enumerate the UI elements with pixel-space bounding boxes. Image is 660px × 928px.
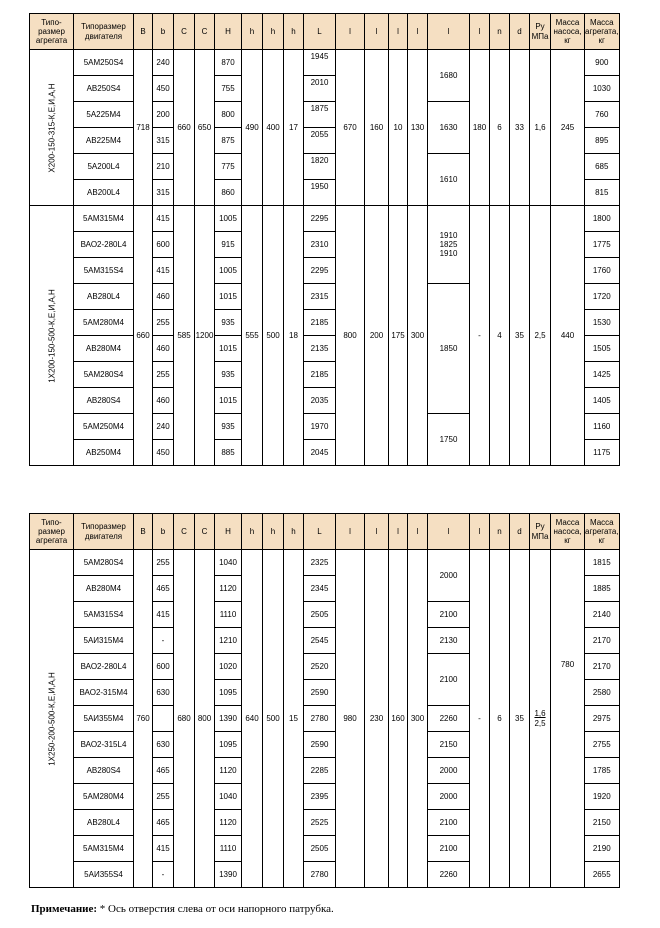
value-unit-mass: 1720 [585, 284, 620, 310]
value-b: 315 [153, 128, 174, 154]
value-L: 2295 [304, 206, 336, 232]
value-H: 1040 [215, 550, 242, 576]
value-l5 [428, 862, 470, 888]
value-unit-mass: 2755 [585, 732, 620, 758]
header-H: H [215, 14, 242, 50]
value-unit-mass: 2190 [585, 836, 620, 862]
value-L: 2590 [304, 680, 336, 706]
table-row [30, 550, 620, 576]
value-h2: 400 [263, 50, 284, 206]
value-l2: 160 [365, 50, 389, 206]
value-l5-line: 1850 [439, 343, 458, 353]
value-l5-line: 2100 [439, 817, 458, 827]
value-b: 600 [153, 654, 174, 680]
value-b: 315 [153, 180, 174, 206]
value-unit-mass: 2975 [585, 706, 620, 732]
value-H: 885 [215, 440, 242, 466]
value-l2: 230 [365, 550, 389, 888]
value-pump-mass: 440 [551, 206, 585, 466]
value-H: 755 [215, 76, 242, 102]
value-l5-line: 2000 [439, 570, 458, 580]
value-l5-line: 1610 [439, 174, 458, 184]
value-l5 [428, 628, 470, 654]
value-b: 460 [153, 388, 174, 414]
value-l2: 200 [365, 206, 389, 466]
value-b: 450 [153, 76, 174, 102]
value-l1: 980 [336, 550, 365, 888]
motor-type: 5АМ280М4 [74, 784, 134, 810]
motor-type: 5А225М4 [74, 102, 134, 128]
value-b: 630 [153, 732, 174, 758]
value-l5 [428, 284, 470, 414]
value-L: 2505 [304, 602, 336, 628]
value-l5 [428, 810, 470, 836]
header-l6: l [470, 14, 490, 50]
value-unit-mass: 1885 [585, 576, 620, 602]
header-l3: l [389, 514, 408, 550]
value-L: 2185 [304, 362, 336, 388]
value-L: 2045 [304, 440, 336, 466]
value-Py: 2,5 [530, 206, 551, 466]
value-l5-line: 1630 [439, 122, 458, 132]
header-h3: h [284, 514, 304, 550]
footnote-text: * Ось отверстия слева от оси напорного патрубка. [97, 903, 334, 915]
motor-type: АВ280S4 [74, 758, 134, 784]
value-l3: 160 [389, 550, 408, 888]
header-b: b [153, 14, 174, 50]
motor-type: АВ280М4 [74, 576, 134, 602]
value-L: 2780 [304, 862, 336, 888]
value-l5-line: 2260 [439, 713, 458, 723]
motor-type: ВАО2-280L4 [74, 232, 134, 258]
value-d: 35 [510, 206, 530, 466]
motor-type: 5АМ280S4 [74, 362, 134, 388]
header-l4: l [408, 514, 428, 550]
value-d: 33 [510, 50, 530, 206]
header-d: d [510, 514, 530, 550]
header-h2: h [263, 514, 284, 550]
value-B: 760 [134, 550, 153, 888]
value-L: 2135 [304, 336, 336, 362]
value-C2: 650 [195, 50, 215, 206]
header-l3: l [389, 14, 408, 50]
value-unit-mass: 900 [585, 50, 620, 76]
header-C1: C [174, 514, 195, 550]
header-unit-mass: Масса агрегата, кг [585, 514, 620, 550]
value-l5 [428, 602, 470, 628]
value-h3: 18 [284, 206, 304, 466]
value-unit-mass: 2140 [585, 602, 620, 628]
value-b: 465 [153, 576, 174, 602]
value-h2: 500 [263, 206, 284, 466]
value-l1: 670 [336, 50, 365, 206]
value-Py-bottom: 2,5 [534, 718, 546, 728]
motor-type: АВ280L4 [74, 810, 134, 836]
footnote [31, 903, 334, 915]
value-l6: - [470, 550, 490, 888]
value-l5-line: 2130 [439, 635, 458, 645]
value-l5-line: 2000 [439, 765, 458, 775]
header-L: L [304, 14, 336, 50]
value-n: 6 [490, 550, 510, 888]
header-Py: Ру МПа [530, 14, 551, 50]
value-l5 [428, 414, 470, 466]
value-l5-line: 2100 [439, 609, 458, 619]
spec-table-1 [29, 13, 620, 466]
value-C2: 800 [195, 550, 215, 888]
value-L: 2525 [304, 810, 336, 836]
value-L: 2780 [304, 706, 336, 732]
value-L: 1875 [304, 102, 336, 128]
value-H: 1390 [215, 862, 242, 888]
value-L: 2035 [304, 388, 336, 414]
header-C2: C [195, 514, 215, 550]
group-name-text: 1Х250-200-500-К,Е,И,А,Н [46, 671, 56, 766]
motor-type: АВ225М4 [74, 128, 134, 154]
value-unit-mass: 2150 [585, 810, 620, 836]
value-l5-line: 1750 [439, 434, 458, 444]
value-H: 1005 [215, 206, 242, 232]
value-unit-mass: 1800 [585, 206, 620, 232]
value-unit-mass: 1785 [585, 758, 620, 784]
header-l2: l [365, 14, 389, 50]
value-unit-mass: 1530 [585, 310, 620, 336]
value-L: 2520 [304, 654, 336, 680]
value-Py: 1,6 [530, 50, 551, 206]
value-H: 1015 [215, 336, 242, 362]
value-H: 1110 [215, 836, 242, 862]
group-name [30, 50, 74, 206]
value-L: 2285 [304, 758, 336, 784]
value-l5 [428, 732, 470, 758]
value-H: 1095 [215, 680, 242, 706]
value-H: 1120 [215, 576, 242, 602]
value-Py [530, 550, 551, 888]
value-b: 210 [153, 154, 174, 180]
table-row [30, 50, 620, 76]
value-L: 2185 [304, 310, 336, 336]
motor-type: 5АМ250М4 [74, 414, 134, 440]
value-L: 2315 [304, 284, 336, 310]
value-unit-mass: 1775 [585, 232, 620, 258]
value-unit-mass: 2170 [585, 628, 620, 654]
header-C2: C [195, 14, 215, 50]
value-H: 1120 [215, 810, 242, 836]
value-H: 915 [215, 232, 242, 258]
header-H: H [215, 514, 242, 550]
header-h3: h [284, 14, 304, 50]
value-unit-mass: 1175 [585, 440, 620, 466]
value-b: 415 [153, 206, 174, 232]
value-b: 200 [153, 102, 174, 128]
value-b: 415 [153, 602, 174, 628]
motor-type: АВ280L4 [74, 284, 134, 310]
value-B: 660 [134, 206, 153, 466]
value-h2: 500 [263, 550, 284, 888]
value-L: 2345 [304, 576, 336, 602]
header-l5: l [428, 514, 470, 550]
value-b: 415 [153, 836, 174, 862]
value-unit-mass: 1505 [585, 336, 620, 362]
motor-type: АВ280М4 [74, 336, 134, 362]
motor-type: 5АИ355М4 [74, 706, 134, 732]
motor-type: ВАО2-315L4 [74, 732, 134, 758]
value-l3: 10 [389, 50, 408, 206]
value-H: 1015 [215, 284, 242, 310]
footnote-label: Примечание: [31, 903, 98, 915]
header-C1: C [174, 14, 195, 50]
value-H: 1210 [215, 628, 242, 654]
value-b: 255 [153, 310, 174, 336]
value-unit-mass: 2580 [585, 680, 620, 706]
value-unit-mass: 1425 [585, 362, 620, 388]
value-l6: 180 [470, 50, 490, 206]
motor-type: 5АМ315М4 [74, 206, 134, 232]
value-H: 870 [215, 50, 242, 76]
value-b: 240 [153, 50, 174, 76]
value-l5-line: 2100 [439, 843, 458, 853]
value-b: 255 [153, 550, 174, 576]
value-unit-mass: 1030 [585, 76, 620, 102]
group-name-text: 1Х200-150-500-К,Е,И,А,Н [46, 288, 56, 383]
header-n: n [490, 14, 510, 50]
value-H: 775 [215, 154, 242, 180]
motor-type: 5АИ355S4 [74, 862, 134, 888]
header-h1: h [242, 514, 263, 550]
value-C2: 1200 [195, 206, 215, 466]
value-b: 255 [153, 784, 174, 810]
group-name [30, 206, 74, 466]
header-h1: h [242, 14, 263, 50]
header-l6: l [470, 514, 490, 550]
value-l5-line: 1910 [439, 249, 458, 259]
motor-type: 5А200L4 [74, 154, 134, 180]
value-b: 465 [153, 758, 174, 784]
value-L: 1820 [304, 154, 336, 180]
header-l5: l [428, 14, 470, 50]
value-H: 1095 [215, 732, 242, 758]
value-L: 2010 [304, 76, 336, 102]
value-L: 2545 [304, 628, 336, 654]
value-b: 630 [153, 680, 174, 706]
header-agg: Типо-размер агрегата [30, 514, 74, 550]
value-n: 6 [490, 50, 510, 206]
value-H: 1020 [215, 654, 242, 680]
value-L: 2505 [304, 836, 336, 862]
header-d: d [510, 14, 530, 50]
value-b: 255 [153, 362, 174, 388]
value-h3: 17 [284, 50, 304, 206]
header-unit-mass: Масса агрегата, кг [585, 14, 620, 50]
header-l1: l [336, 514, 365, 550]
motor-type: 5АМ280М4 [74, 310, 134, 336]
value-L: 1945 [304, 50, 336, 76]
value-l5 [428, 50, 470, 102]
value-l4: 300 [408, 550, 428, 888]
group-name [30, 550, 74, 888]
header-l2: l [365, 514, 389, 550]
motor-type: 5АМ280S4 [74, 550, 134, 576]
value-H: 1005 [215, 258, 242, 284]
value-h3: 15 [284, 550, 304, 888]
value-H: 1015 [215, 388, 242, 414]
value-H: 1390 [215, 706, 242, 732]
value-b [153, 706, 174, 732]
value-l6: - [470, 206, 490, 466]
motor-type: ВАО2-280L4 [74, 654, 134, 680]
value-L: 2325 [304, 550, 336, 576]
value-unit-mass: 1815 [585, 550, 620, 576]
value-h1: 555 [242, 206, 263, 466]
motor-type: 5АМ315S4 [74, 602, 134, 628]
value-L: 2055 [304, 128, 336, 154]
value-b: 465 [153, 810, 174, 836]
value-C1: 585 [174, 206, 195, 466]
value-H: 1120 [215, 758, 242, 784]
table-row [30, 206, 620, 232]
value-n: 4 [490, 206, 510, 466]
value-l1: 800 [336, 206, 365, 466]
value-B: 718 [134, 50, 153, 206]
value-l5 [428, 102, 470, 154]
header-agg: Типо-размер агрегата [30, 14, 74, 50]
value-unit-mass: 760 [585, 102, 620, 128]
value-l5-line: 2260 [439, 869, 458, 879]
value-L: 1950 [304, 180, 336, 206]
value-unit-mass: 895 [585, 128, 620, 154]
motor-type: АВ250S4 [74, 76, 134, 102]
value-l5-line: 2100 [439, 674, 458, 684]
value-l4: 300 [408, 206, 428, 466]
value-b: 460 [153, 336, 174, 362]
value-l5 [428, 654, 470, 706]
value-L: 2395 [304, 784, 336, 810]
value-Py-top: 1,6 [534, 709, 546, 719]
spec-table-2 [29, 513, 620, 888]
header-pump-mass: Масса насоса, кг [551, 514, 585, 550]
value-H: 1110 [215, 602, 242, 628]
value-unit-mass: 1160 [585, 414, 620, 440]
header-B: B [134, 14, 153, 50]
header-Py: Ру МПа [530, 514, 551, 550]
value-l5-line: 2150 [439, 739, 458, 749]
header-h2: h [263, 14, 284, 50]
value-l5 [428, 154, 470, 206]
motor-type: 5АМ250S4 [74, 50, 134, 76]
motor-type: АВ250М4 [74, 440, 134, 466]
value-H: 935 [215, 414, 242, 440]
value-unit-mass: 1760 [585, 258, 620, 284]
motor-type: АВ280S4 [74, 388, 134, 414]
value-H: 875 [215, 128, 242, 154]
value-L: 2590 [304, 732, 336, 758]
value-unit-mass: 2170 [585, 654, 620, 680]
value-b: - [153, 628, 174, 654]
value-L: 2295 [304, 258, 336, 284]
value-h1: 640 [242, 550, 263, 888]
value-unit-mass: 685 [585, 154, 620, 180]
header-b: b [153, 514, 174, 550]
motor-type: 5АМ315М4 [74, 836, 134, 862]
value-C1: 660 [174, 50, 195, 206]
value-l5 [428, 758, 470, 784]
value-H: 935 [215, 362, 242, 388]
value-H: 800 [215, 102, 242, 128]
value-l5-line: 1825 [439, 239, 458, 249]
value-L: 2310 [304, 232, 336, 258]
value-l5-line: 1680 [439, 70, 458, 80]
value-b: 240 [153, 414, 174, 440]
value-b: 450 [153, 440, 174, 466]
value-l5 [428, 206, 470, 284]
header-motor: Типоразмер двигателя [74, 14, 134, 50]
value-pump-mass: 780 [551, 550, 585, 888]
group-name-text: Х200-150-315-К,Е,И,А,Н [46, 82, 56, 173]
value-unit-mass: 1920 [585, 784, 620, 810]
value-H: 935 [215, 310, 242, 336]
value-b: 415 [153, 258, 174, 284]
value-H: 860 [215, 180, 242, 206]
value-L: 1970 [304, 414, 336, 440]
value-l5 [428, 784, 470, 810]
motor-type: ВАО2-315М4 [74, 680, 134, 706]
header-B: B [134, 514, 153, 550]
motor-type: 5АМ315S4 [74, 258, 134, 284]
header-l1: l [336, 14, 365, 50]
value-b: 600 [153, 232, 174, 258]
header-l4: l [408, 14, 428, 50]
value-pump-mass: 245 [551, 50, 585, 206]
value-l5-line: 1910 [439, 230, 458, 240]
value-C1: 680 [174, 550, 195, 888]
value-H: 1040 [215, 784, 242, 810]
value-d: 35 [510, 550, 530, 888]
value-unit-mass: 1405 [585, 388, 620, 414]
header-pump-mass: Масса насоса, кг [551, 14, 585, 50]
value-l5 [428, 550, 470, 602]
value-l3: 175 [389, 206, 408, 466]
header-motor: Типоразмер двигателя [74, 514, 134, 550]
value-l5 [428, 836, 470, 862]
value-b: 460 [153, 284, 174, 310]
value-unit-mass: 815 [585, 180, 620, 206]
value-l4: 130 [408, 50, 428, 206]
value-l5-line: 2000 [439, 791, 458, 801]
value-b: - [153, 862, 174, 888]
value-unit-mass: 2655 [585, 862, 620, 888]
value-l5 [428, 706, 470, 732]
motor-type: 5АИ315М4 [74, 628, 134, 654]
header-L: L [304, 514, 336, 550]
value-h1: 490 [242, 50, 263, 206]
motor-type: АВ200L4 [74, 180, 134, 206]
header-n: n [490, 514, 510, 550]
